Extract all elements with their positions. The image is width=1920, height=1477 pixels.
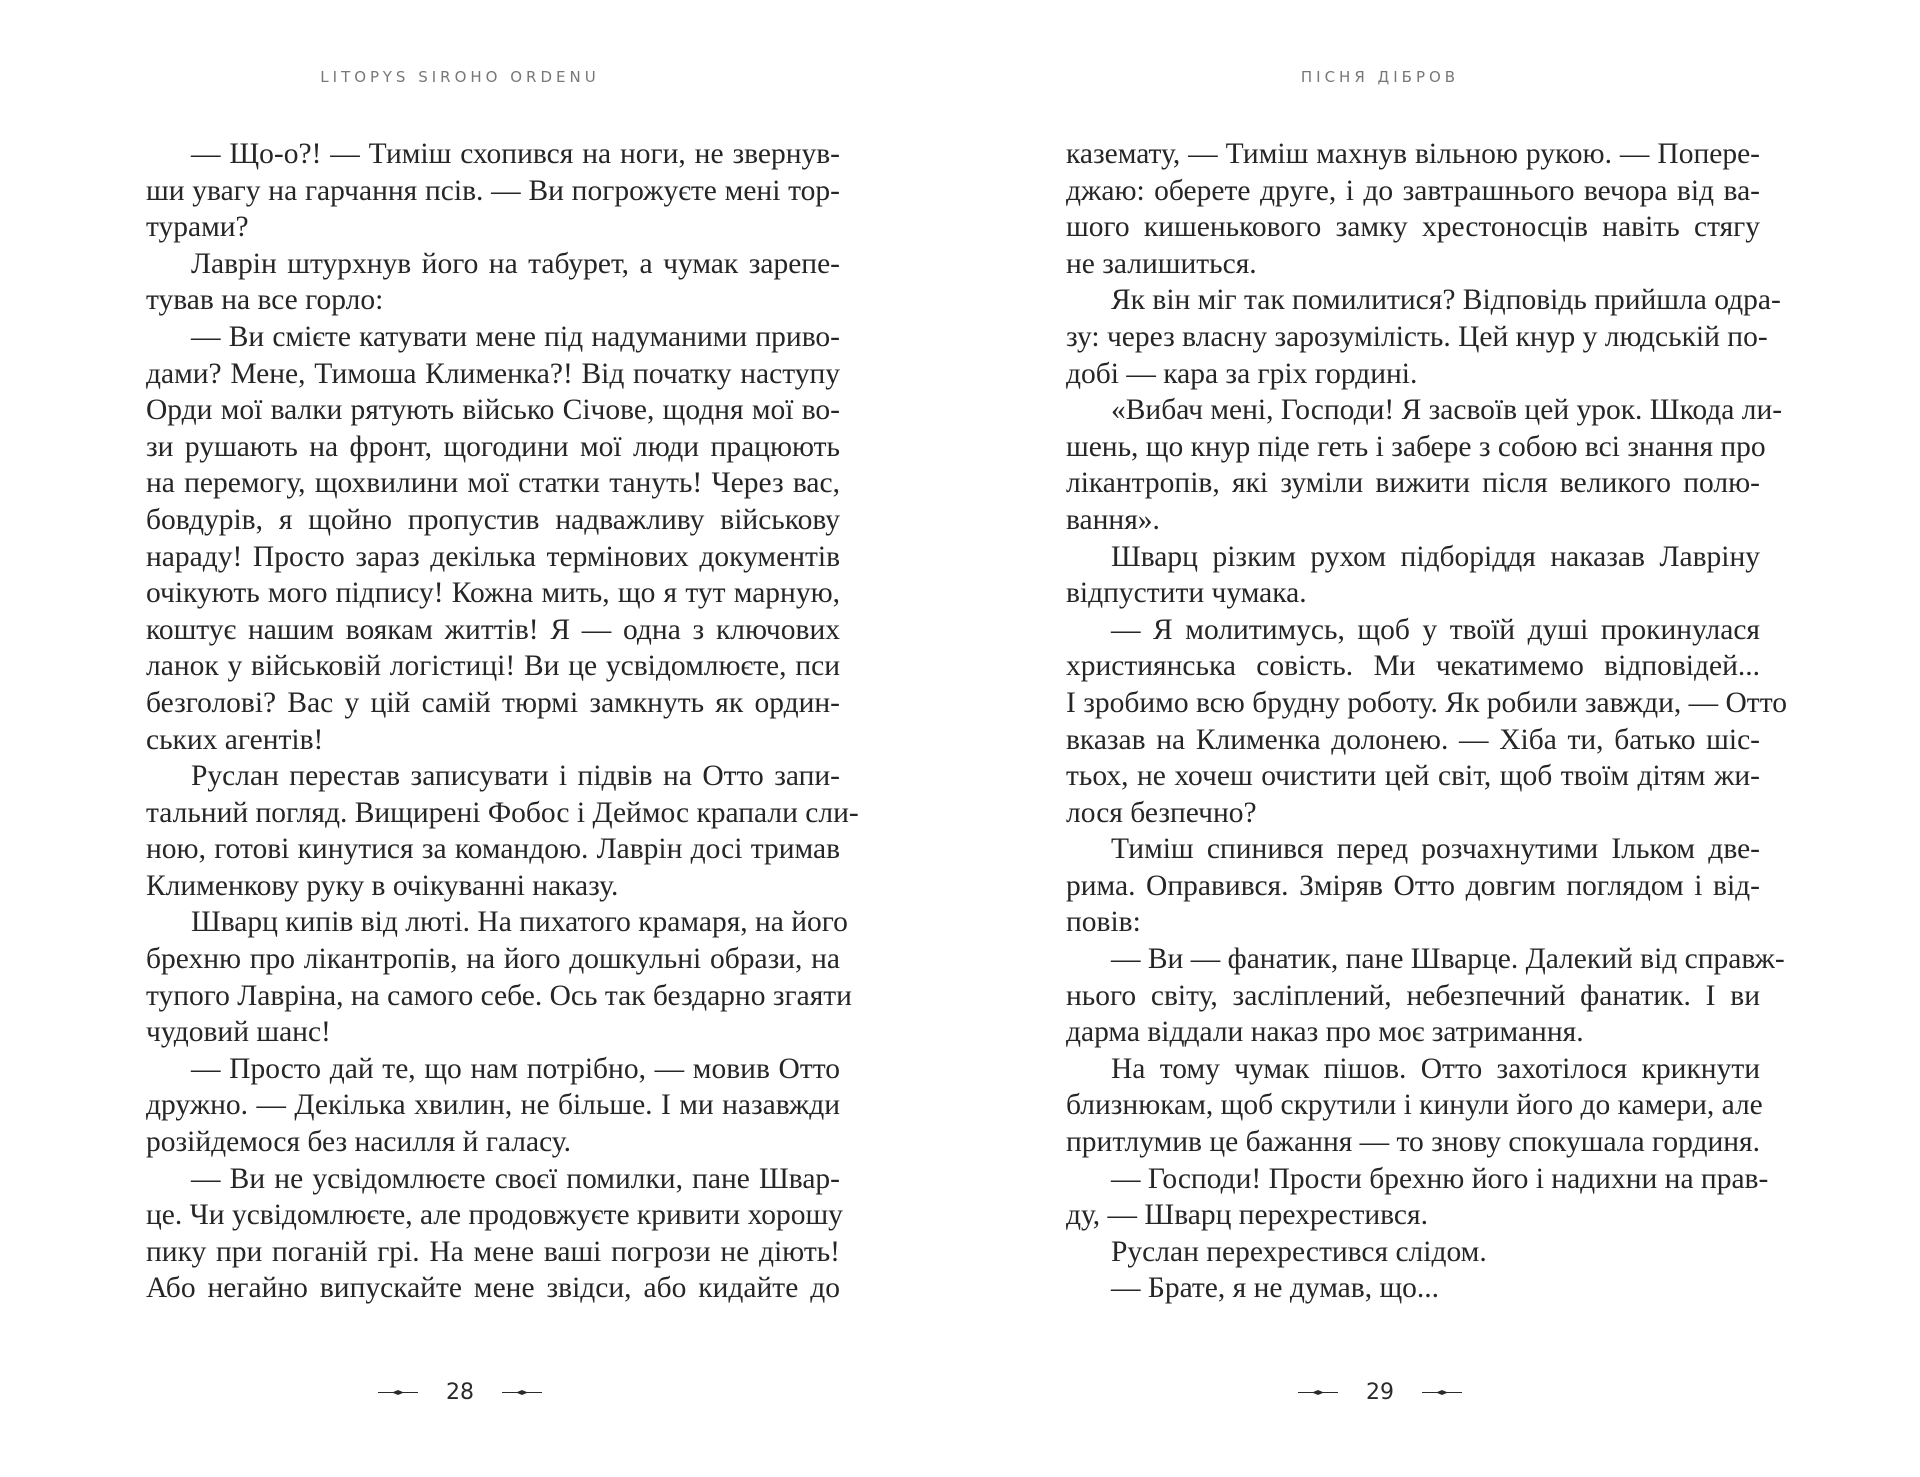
text-line: — Просто дай те, що нам потрібно, — мовив Отто — [191, 1052, 840, 1085]
text-line: Або негайно випускайте мене звідси, або кидайте до — [146, 1272, 840, 1305]
text-line: повів: — [1066, 906, 1141, 939]
text-line: вання». — [1066, 503, 1160, 536]
text-line: — Ви — фанатик, пане Шварце. Далекий від справж- — [1111, 943, 1785, 976]
right-page-text — [1066, 136, 1787, 1307]
text-line: Руслан перестав записувати і підвів на Отто запи- — [191, 760, 840, 793]
text-line: ду, — Шварц перехрестився. — [1066, 1199, 1428, 1232]
text-line: відпустити чумака. — [1066, 577, 1307, 610]
text-line: Тиміш спинився перед розчахнутими Ільком две- — [1111, 833, 1760, 866]
text-line: чудовий шанс! — [146, 1016, 331, 1049]
text-line: брехню про лікантропів, на його дошкульні образи, на — [146, 943, 840, 976]
text-line: нього світу, засліплений, небезпечний фанатик. І ви — [1066, 979, 1760, 1012]
text-line: шень, що кнур піде геть і забере з собою всі знання про — [1066, 430, 1766, 463]
ornament-right-icon — [502, 1390, 542, 1395]
text-line: каземату, — Тиміш махнув вільною рукою. — Попере- — [1066, 138, 1760, 170]
text-line: очікують мого підпису! Кожна мить, що я тут марную, — [146, 577, 840, 610]
text-line: не залишиться. — [1066, 247, 1257, 280]
text-line: коштує нашим воякам життів! Я — одна з ключових — [146, 613, 840, 646]
text-line: Шварц кипів від люті. На пихатого крамаря, на його — [191, 906, 848, 939]
text-line: тував на все горло: — [146, 284, 384, 317]
page-number-label: 28 — [446, 1380, 474, 1405]
text-line: зу: через власну зарозумілість. Цей кнур у людській по- — [1066, 320, 1768, 353]
text-line: — Господи! Прости брехню його і надихни на прав- — [1111, 1162, 1769, 1195]
text-line: Лаврін штурхнув його на табурет, а чумак зарепе- — [191, 247, 840, 280]
text-line: притлумив це бажання — то знову спокушала гординя. — [1066, 1126, 1760, 1159]
text-line: тальний погляд. Вищирені Фобос і Деймос крапали сли- — [146, 796, 859, 829]
text-line: — Ви смієте катувати мене під надуманими приво- — [191, 320, 840, 353]
text-line: дружно. — Декілька хвилин, не більше. І ми назавжди — [146, 1089, 840, 1122]
text-line: Клименкову руку в очікуванні наказу. — [146, 869, 619, 902]
text-line: ною, готові кинутися за командою. Лаврін досі тримав — [146, 833, 840, 866]
ornament-left-icon — [1298, 1390, 1338, 1395]
running-head-right: ПІСНЯ ДІБРОВ — [1300, 68, 1460, 86]
text-line: Як він міг так помилитися? Відповідь прийшла одра- — [1111, 284, 1781, 317]
page-number-label: 29 — [1366, 1380, 1394, 1405]
text-line: Шварц різким рухом підборіддя наказав Лавріну — [1111, 540, 1760, 573]
text-line: «Вибач мені, Господи! Я засвоїв цей урок. Шкода ли- — [1111, 394, 1783, 427]
text-line: дами? Мене, Тимоша Клименка?! Від початку наступу — [146, 357, 840, 390]
text-line: добі — кара за гріх гордині. — [1066, 357, 1418, 390]
text-line: зи рушають на фронт, щогодини мої люди працюють — [146, 430, 840, 463]
page-number-left — [0, 1380, 940, 1405]
text-line: — Брате, я не думав, що... — [1111, 1272, 1440, 1305]
text-line: ши увагу на гарчання псів. — Ви погрожуєте мені тор- — [146, 174, 840, 207]
running-head-left: LITOPYS SIROHO ORDENU — [320, 68, 600, 86]
text-line: Орди мої валки рятують військо Січове, щодня мої во- — [146, 394, 840, 427]
text-line: це. Чи усвідомлюєте, але продовжуєте кривити хорошу — [146, 1199, 843, 1232]
text-line: рима. Оправився. Зміряв Отто довгим поглядом і від- — [1066, 869, 1760, 902]
text-line: тупого Лавріна, на самого себе. Ось так бездарно згаяти — [146, 979, 852, 1012]
text-line: пику при поганій грі. На мене ваші погрози не діють! — [146, 1235, 840, 1268]
text-line: ланок у військовій логістиці! Ви це усвідомлюєте, пси — [146, 650, 840, 683]
text-line: безголові? Вас у цій самій тюрмі замкнуть як ордин- — [146, 686, 840, 719]
text-line: ських агентів! — [146, 723, 324, 756]
text-line: бовдурів, я щойно пропустив надважливу військову — [146, 503, 840, 536]
text-line: На тому чумак пішов. Отто захотілося крикнути — [1111, 1052, 1760, 1085]
text-line: тьох, не хочеш очистити цей світ, щоб твоїм дітям жи- — [1066, 760, 1760, 793]
text-line: лося безпечно? — [1066, 796, 1257, 829]
text-line: турами? — [146, 211, 249, 244]
text-line: Руслан перехрестився слідом. — [1111, 1235, 1487, 1268]
text-line: шого кишенькового замку хрестоносців навіть стягу — [1066, 211, 1760, 244]
text-line: на перемогу, щохвилини мої статки тануть! Через вас, — [146, 467, 840, 500]
text-line: — Ви не усвідомлюєте своєї помилки, пане Швар- — [191, 1162, 840, 1195]
text-line: лікантропів, які зуміли вижити після великого полю- — [1066, 467, 1760, 500]
text-line: І зробимо всю брудну роботу. Як робили завжди, — Отто — [1066, 686, 1787, 719]
text-line: розійдемося без насилля й галасу. — [146, 1126, 571, 1159]
left-page-text — [146, 136, 859, 1307]
text-line: — Що-о?! — Тиміш схопився на ноги, не звернув- — [191, 138, 840, 170]
text-line: вказав на Клименка долонею. — Хіба ти, батько шіс- — [1066, 723, 1760, 756]
text-line: дарма віддали наказ про моє затримання. — [1066, 1016, 1584, 1049]
ornament-left-icon — [378, 1390, 418, 1395]
text-line: джаю: оберете друге, і до завтрашнього вечора від ва- — [1066, 174, 1760, 207]
text-line: близнюкам, щоб скрутили і кинули його до камери, але — [1066, 1089, 1763, 1122]
text-line: — Я молитимусь, щоб у твоїй душі прокинулася — [1111, 613, 1760, 646]
page-number-right — [900, 1380, 1860, 1405]
text-line: християнська совість. Ми чекатимемо відповідей... — [1066, 650, 1760, 683]
ornament-right-icon — [1422, 1390, 1462, 1395]
right-page — [960, 0, 1920, 1477]
text-line: нараду! Просто зараз декілька термінових документів — [146, 540, 840, 573]
